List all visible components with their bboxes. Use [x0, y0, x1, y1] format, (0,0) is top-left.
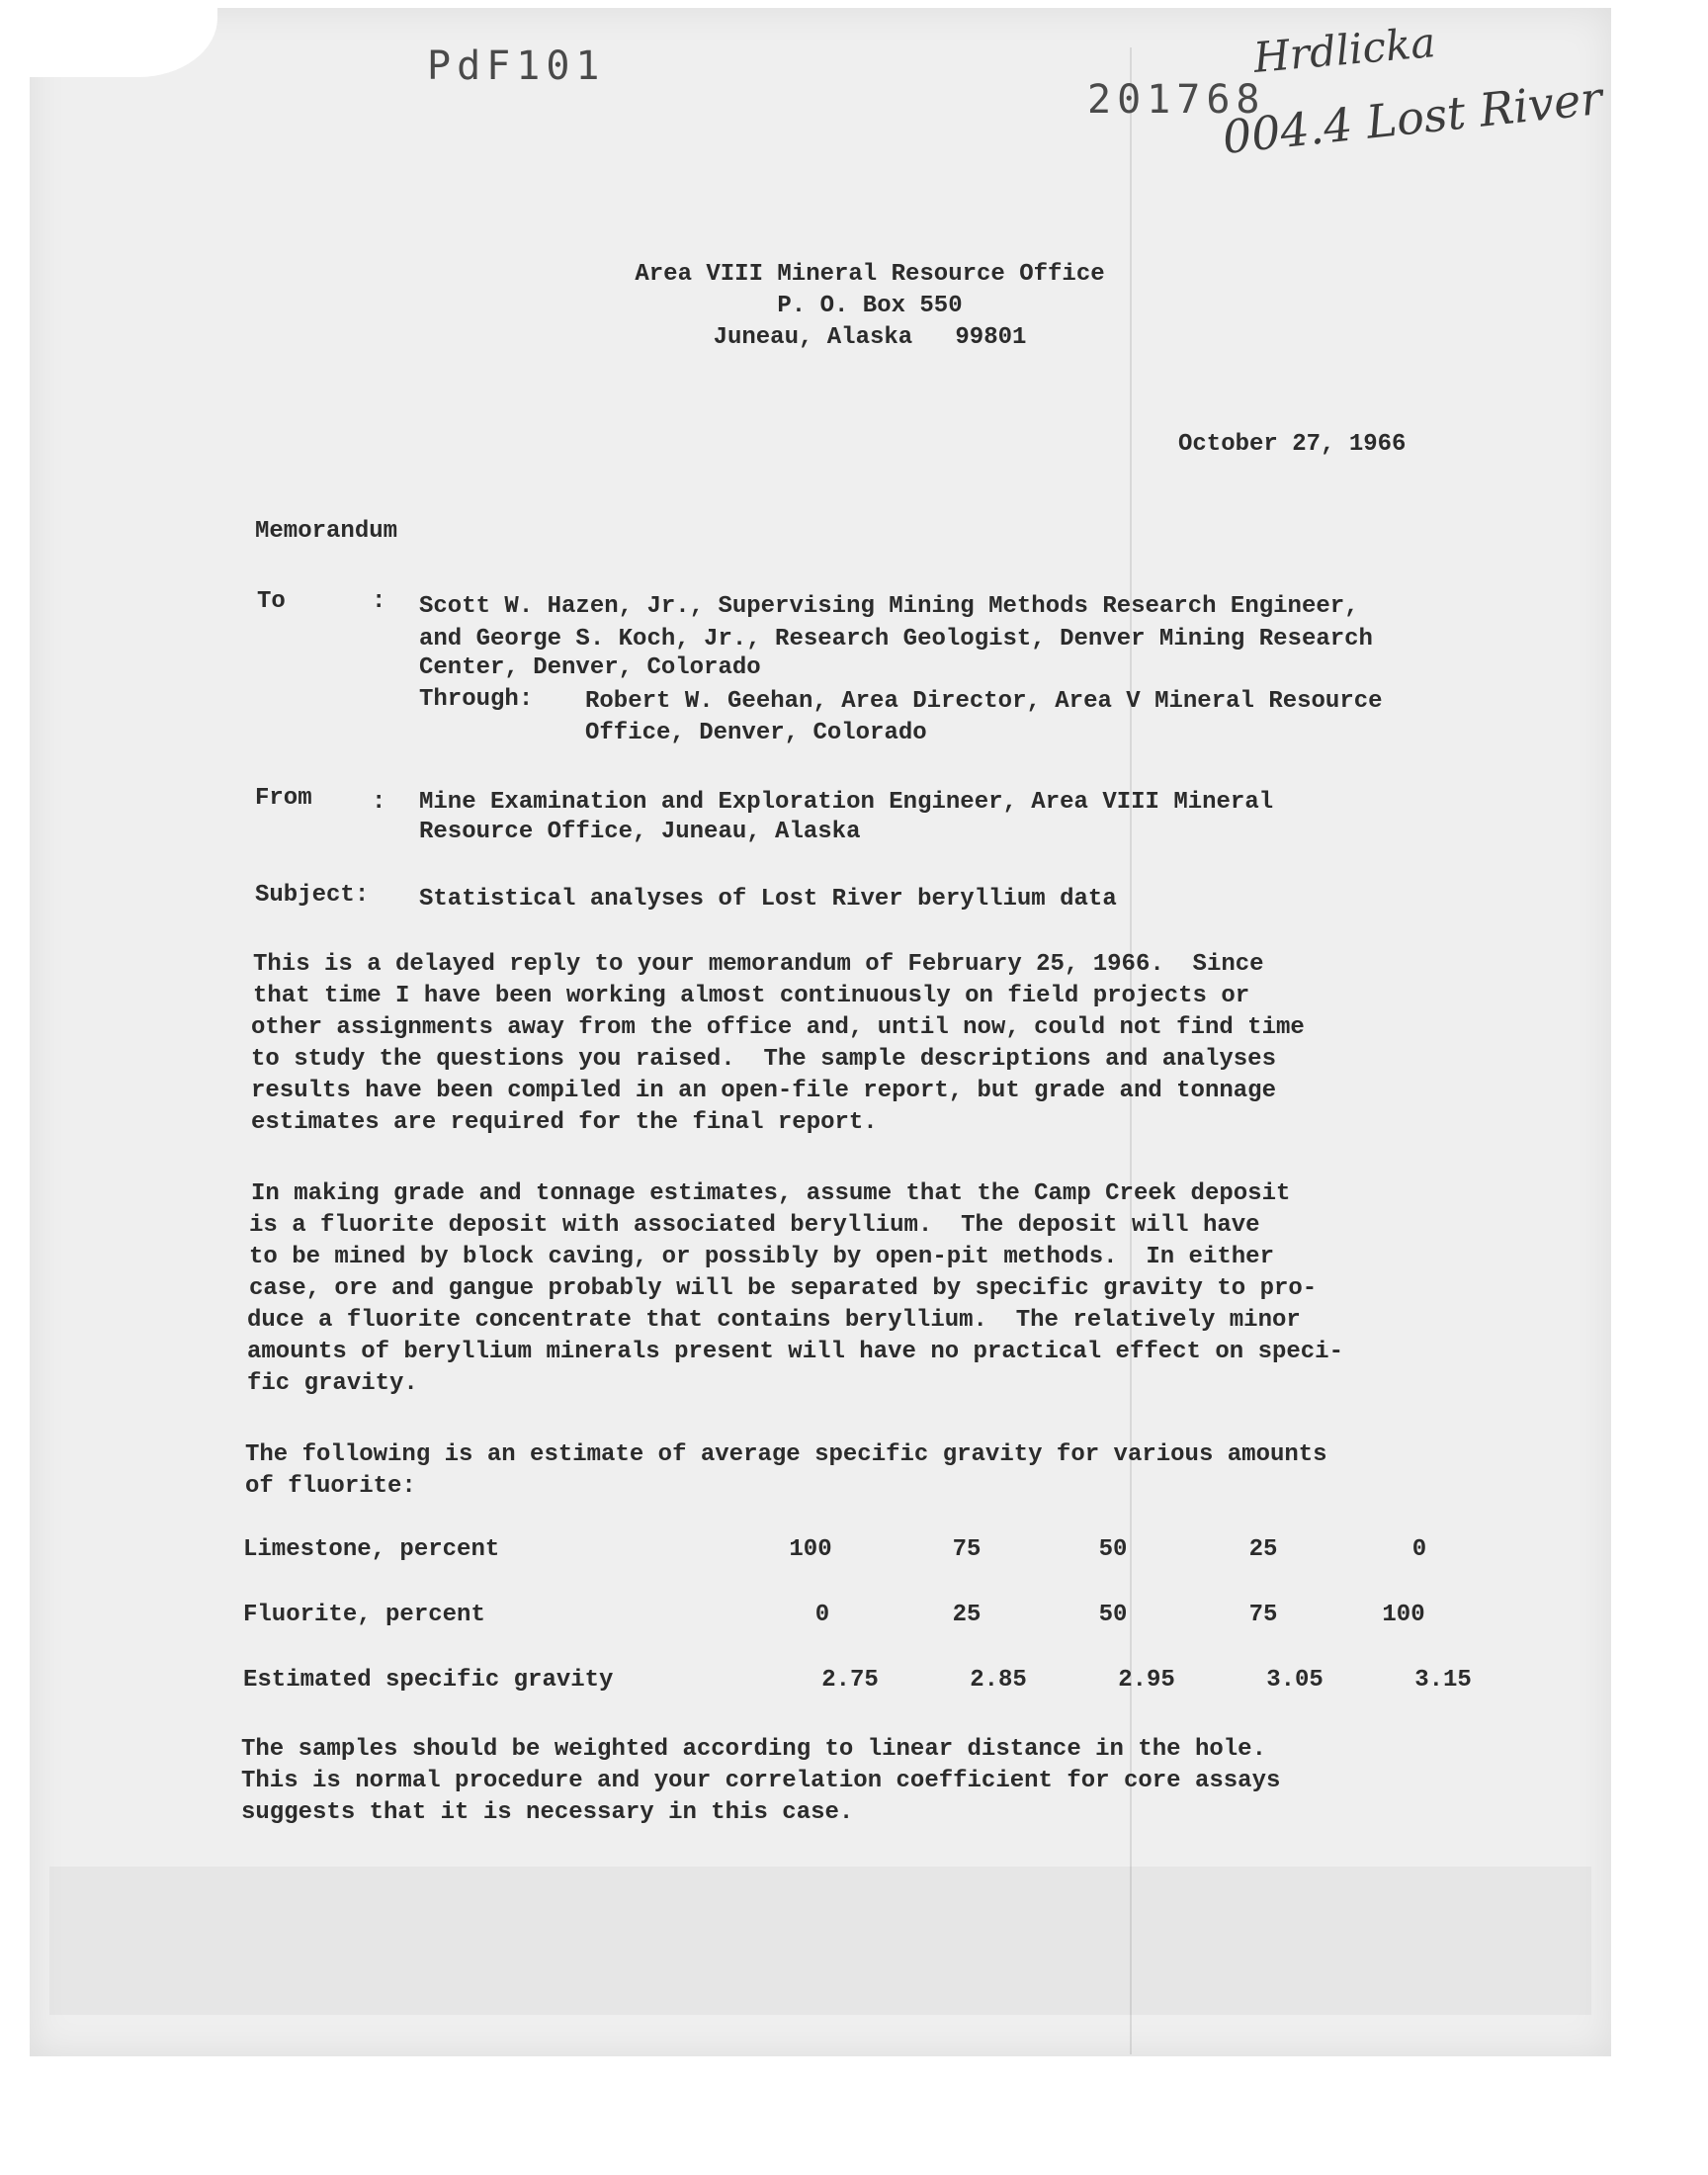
paragraph-line: This is normal procedure and your correlation coefficient for core assays — [241, 1768, 1281, 1794]
through-line: Robert W. Geehan, Area Director, Area V Mineral Resource — [585, 688, 1383, 715]
from-label: From — [255, 785, 312, 812]
table-cell: 75 — [952, 1536, 982, 1563]
paragraph-line: In making grade and tonnage estimates, assume that the Camp Creek deposit — [251, 1180, 1291, 1207]
table-cell: 100 — [1382, 1602, 1425, 1628]
file-code-stamp: PdF101 — [427, 44, 606, 89]
to-colon: : — [372, 588, 386, 615]
from-line: Mine Examination and Exploration Engineer, Area VIII Mineral — [419, 789, 1274, 816]
table-cell: 50 — [1098, 1536, 1128, 1563]
paragraph-line: case, ore and gangue probably will be separated by specific gravity to pro- — [249, 1275, 1318, 1302]
to-line: Scott W. Hazen, Jr., Supervising Mining Methods Research Engineer, — [419, 593, 1359, 620]
paragraph-line: is a fluorite deposit with associated beryllium. The deposit will have — [249, 1212, 1260, 1239]
subject-label: Subject: — [255, 882, 370, 909]
paragraph-line: suggests that it is necessary in this case. — [241, 1799, 854, 1826]
paragraph-line: The following is an estimate of average specific gravity for various amounts — [245, 1441, 1327, 1468]
through-label: Through: — [419, 686, 534, 713]
handwritten-file-reference: 004.4 Lost River — [1220, 70, 1605, 165]
paragraph-line: other assignments away from the office and, until now, could not find time — [251, 1014, 1305, 1041]
row-label: Fluorite, percent — [243, 1602, 485, 1628]
paragraph-line: This is a delayed reply to your memorandum of February 25, 1966. Since — [253, 951, 1264, 978]
letterhead-office: Area VIII Mineral Resource Office — [635, 261, 1105, 288]
table-cell: 25 — [952, 1602, 982, 1628]
document-number-stamp: 201768 — [1087, 77, 1266, 123]
paragraph-line: amounts of beryllium minerals present will have no practical effect on speci- — [247, 1339, 1343, 1365]
paragraph-line: to study the questions you raised. The sample descriptions and analyses — [251, 1046, 1276, 1073]
table-cell: 100 — [789, 1536, 832, 1563]
table-cell: 25 — [1248, 1536, 1278, 1563]
table-cell: 75 — [1248, 1602, 1278, 1628]
letterhead-city: Juneau, Alaska 99801 — [713, 324, 1027, 351]
table-cell: 2.95 — [1118, 1667, 1175, 1694]
to-line: and George S. Koch, Jr., Research Geologist, Denver Mining Research — [419, 626, 1373, 652]
paragraph-line: results have been compiled in an open-file report, but grade and tonnage — [251, 1078, 1276, 1104]
paragraph-line: to be mined by block caving, or possibly by open-pit methods. In either — [249, 1244, 1274, 1270]
to-line: Center, Denver, Colorado — [419, 654, 761, 681]
subject-text: Statistical analyses of Lost River beryllium data — [419, 886, 1117, 913]
memo-date: October 27, 1966 — [1178, 431, 1407, 458]
paragraph-line: duce a fluorite concentrate that contains beryllium. The relatively minor — [247, 1307, 1301, 1334]
table-cell: 3.15 — [1414, 1667, 1472, 1694]
paragraph-line: The samples should be weighted according to linear distance in the hole. — [241, 1736, 1266, 1763]
from-line: Resource Office, Juneau, Alaska — [419, 819, 861, 845]
paragraph-line: fic gravity. — [247, 1370, 418, 1397]
letterhead-po-box: P. O. Box 550 — [777, 293, 963, 319]
table-cell: 2.75 — [821, 1667, 879, 1694]
table-cell: 2.85 — [970, 1667, 1027, 1694]
table-cell: 0 — [1411, 1536, 1427, 1563]
table-cell: 0 — [814, 1602, 830, 1628]
through-line: Office, Denver, Colorado — [585, 720, 927, 746]
table-cell: 3.05 — [1266, 1667, 1324, 1694]
handwritten-name: Hrdlicka — [1251, 18, 1438, 82]
from-colon: : — [372, 789, 386, 816]
scan-smudge — [49, 1867, 1591, 2015]
to-label: To — [257, 588, 286, 615]
paragraph-line: estimates are required for the final report. — [251, 1109, 878, 1136]
table-cell: 50 — [1098, 1602, 1128, 1628]
memo-label: Memorandum — [255, 518, 398, 545]
paragraph-line: that time I have been working almost continuously on field projects or — [253, 983, 1250, 1009]
paragraph-line: of fluorite: — [245, 1473, 416, 1500]
row-label: Estimated specific gravity — [243, 1667, 614, 1694]
row-label: Limestone, percent — [243, 1536, 500, 1563]
folded-corner — [30, 8, 217, 77]
